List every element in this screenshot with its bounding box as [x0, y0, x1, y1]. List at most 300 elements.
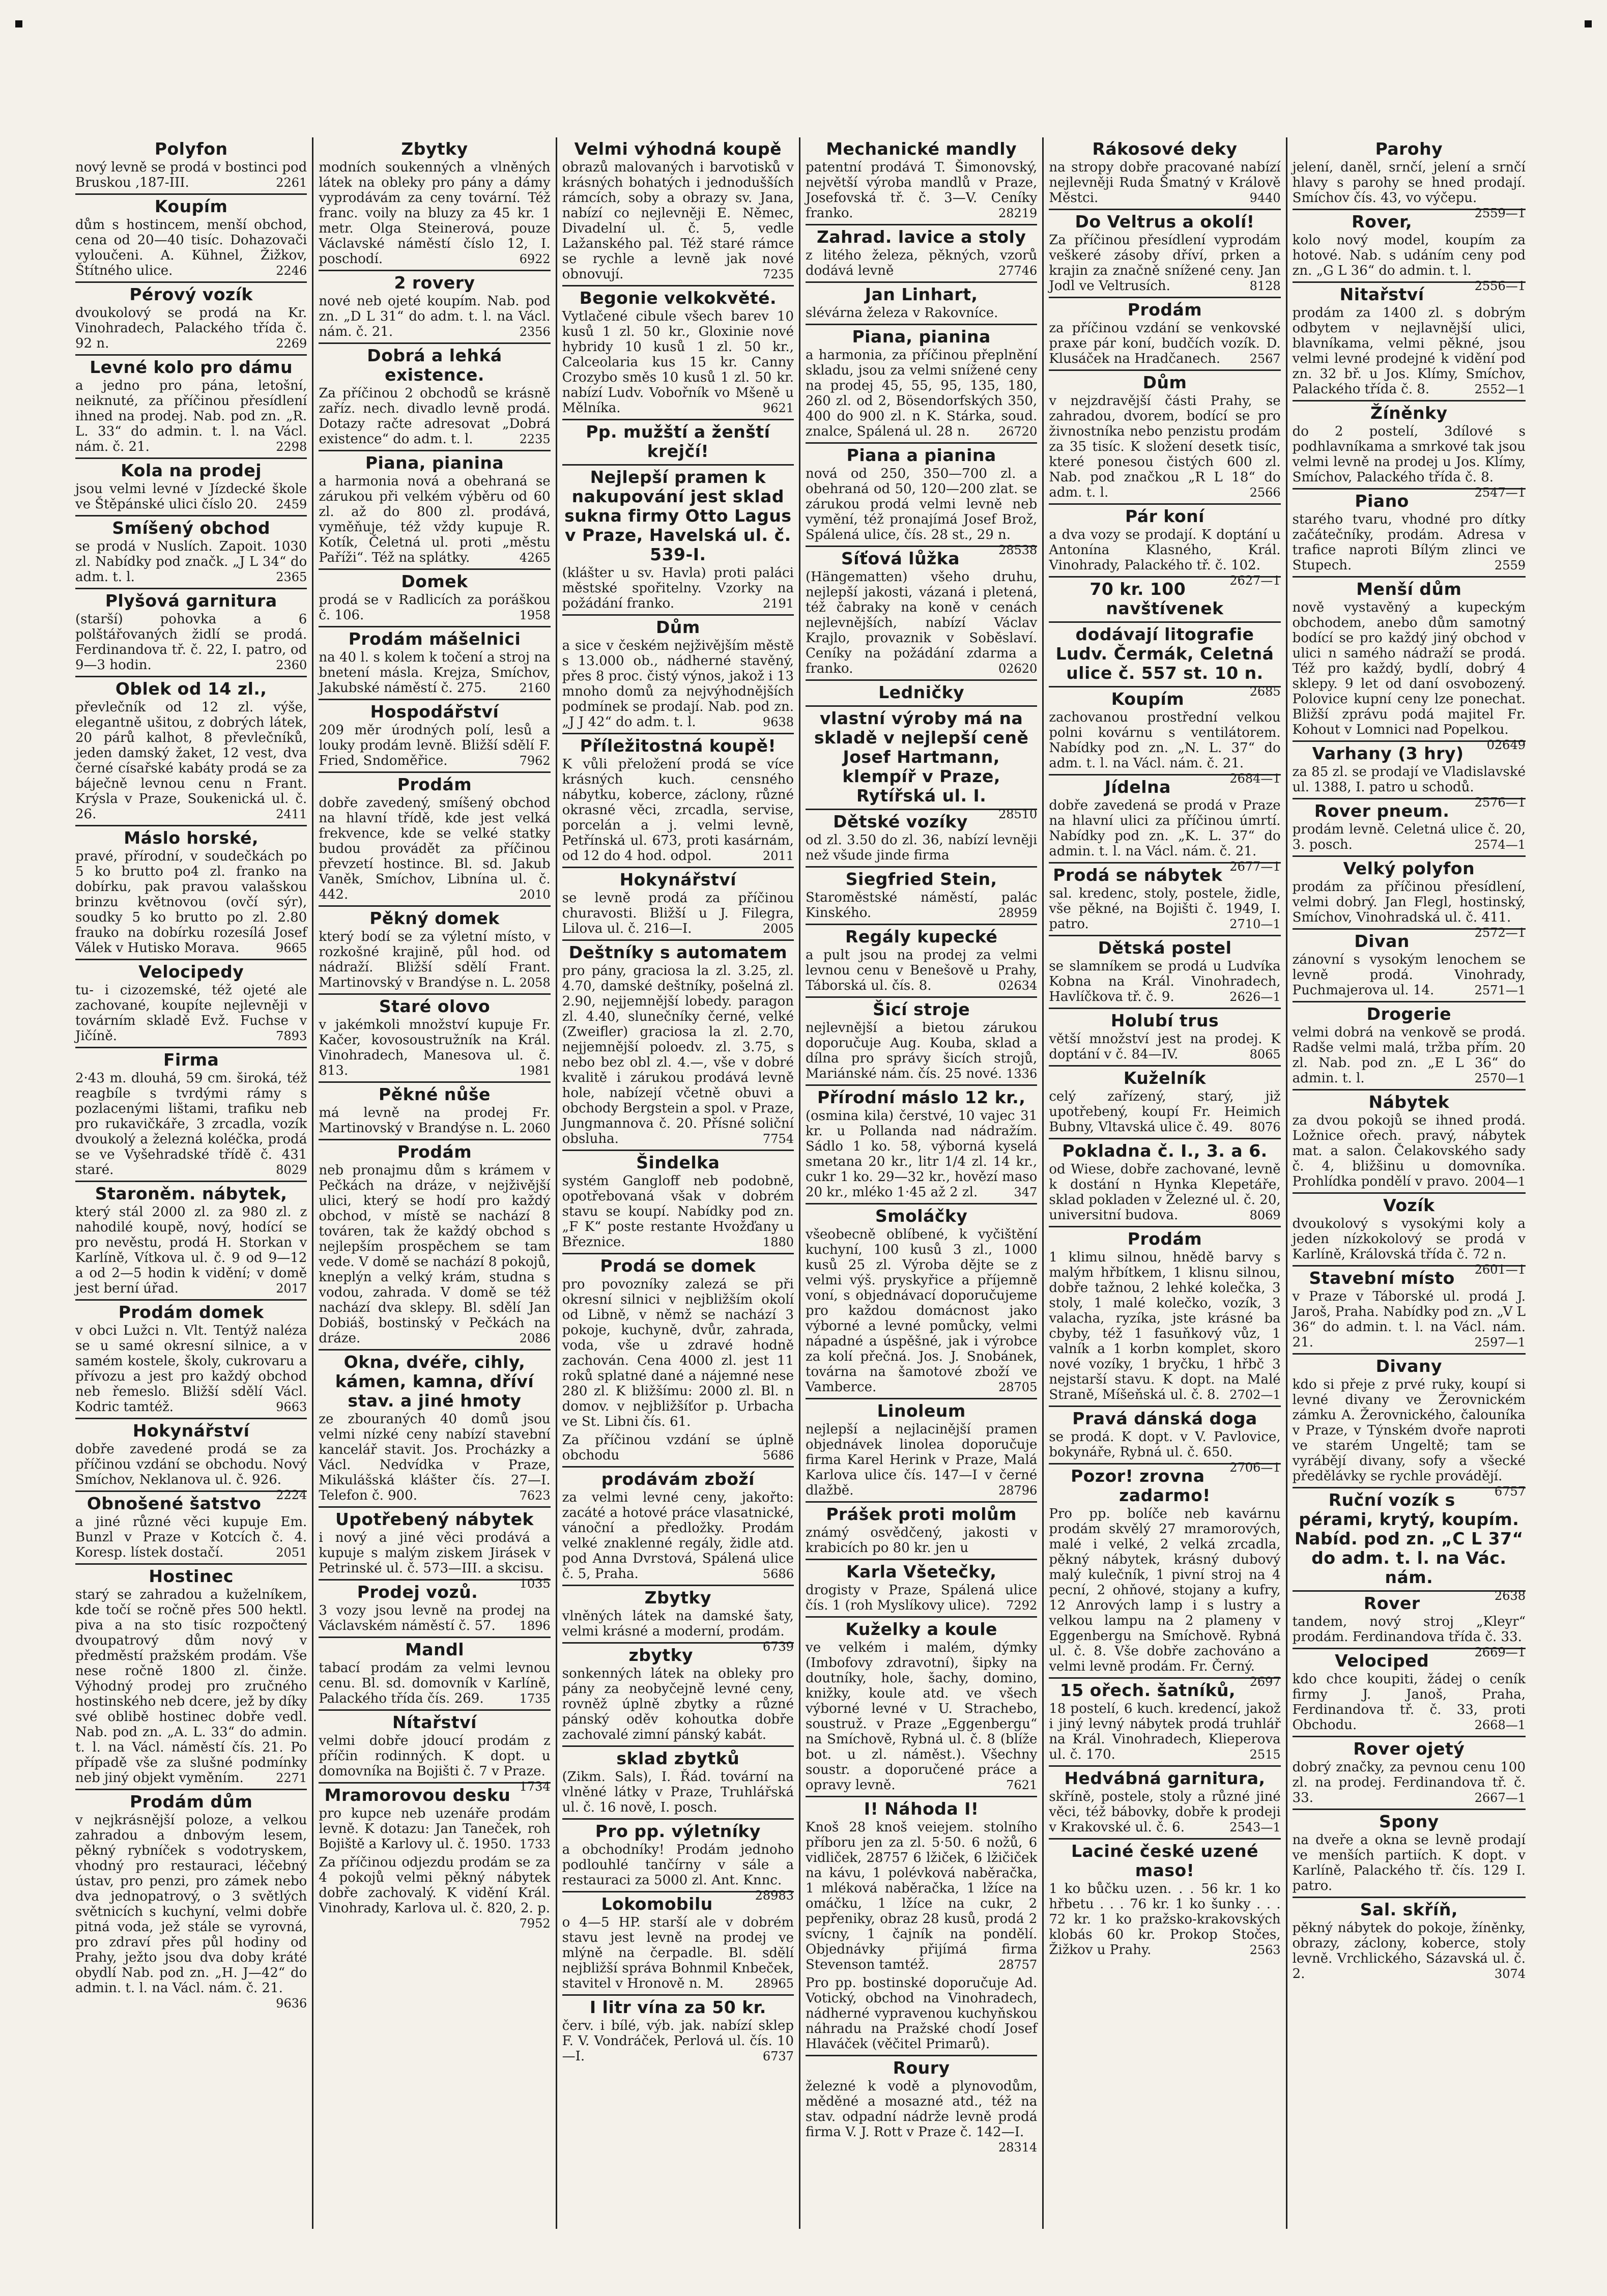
classified-ad [806, 996, 1037, 1081]
ad-text: (osmina kila) čerstvé, 10 vajec 31 kr. u Pollanda nad nádražím. Sádlo 1 ko. 58, výborná kyselá smetana 20 kr., litr 1/4 zl. 14 kr., cukr 1 ko. 29—32 kr., hovězí maso 20 kr., mléko 1·45 až 2 zl. [806, 1108, 1038, 1200]
ad-body [75, 305, 307, 351]
classified-ad [319, 771, 550, 902]
ad-text: nově vystavěný a kupeckým obchodem, anebo dům samotný bodící se pro každý jiný obchod v ulici n samého nádraží se prodá. Též pro každý, bydlí, dobrý 4 sklepy. 9 let od daní osvobozený. Polovice kupní ceny lze ponechat. Bližší zprávu podá majitel Fr. Kohout v Lomnici nad Popelkou. [1292, 600, 1526, 737]
ad-code: 8076 [1249, 1120, 1281, 1134]
ad-heading: Nítařství [319, 1709, 550, 1732]
ad-body [562, 1769, 794, 1815]
ad-code: 2567 [1249, 352, 1281, 366]
ad-heading: Smoláčky [806, 1203, 1037, 1226]
ad-heading: Zbytky [562, 1585, 794, 1608]
ad-code: 9440 [1249, 191, 1281, 205]
classified-ad [562, 464, 794, 611]
ad-heading: Linoleum [806, 1398, 1037, 1421]
classified-ad [319, 1637, 550, 1706]
classified-ad [75, 1047, 307, 1178]
ad-text: a jedno pro pána, letošní, neiknuté, za příčinou přesídlení ihned na prodej. Nab. pod zn. „R. L. 33“ do admin. t. l. na Václ. nám. č. 21. [75, 378, 307, 454]
classified-ad [319, 993, 550, 1078]
ad-text: o 4—5 HP. starší ale v dobrém stavu jest levně na prodej ve mlýně na čerpadle. Bl. sdělí nejbližší správa Bohnmil Knbeček, stavitel v Hronově n. M. [562, 1915, 794, 1991]
ad-text: v nejzdravější části Prahy, se zahradou, dvorem, bodící se pro živnostníka nebo penzistu prodám za 35 tisíc. K složení desetk tisíc, které ponesou čistých 600 zl. Nab. pod značkou „R L 18“ do adm. t. l. [1049, 393, 1281, 500]
ad-text: kdo si přeje z prvé ruky, koupí si levné divany ve Žerovnickém zámku A. Žerovnického, čalouníka v Praze, v Týnském dvoře naproti ve starém Ungeltě; tam se vyrábějí divany, sofy a všecké předělávky se rychle provádějí. [1292, 1377, 1526, 1484]
ad-code: 6922 [519, 252, 551, 266]
ad-heading: Levné kolo pro dámu [75, 354, 307, 377]
ad-heading: 70 kr. 100 navštívenek [1049, 576, 1280, 618]
ad-heading: Deštníky s automatem [562, 939, 794, 962]
classified-ad [1293, 1001, 1526, 1086]
classified-ad [1049, 774, 1281, 874]
ad-body [562, 1490, 794, 1582]
ad-code: 2563 [1249, 1943, 1281, 1957]
ad-body [1293, 1672, 1526, 1733]
ad-body [562, 963, 794, 1146]
ad-heading: Šicí stroje [806, 996, 1037, 1019]
ad-text: se slamníkem se prodá u Ludvíka Kobna na Král. Vinohradech, Havlíčkova tř. č. 9. [1049, 959, 1281, 1004]
ad-body [319, 795, 550, 902]
classified-ad [806, 1203, 1037, 1395]
ad-heading: I! Náhoda I! [806, 1796, 1037, 1819]
ad-heading: Příležitostná koupě! [562, 733, 794, 756]
ad-code: 5686 [762, 1448, 794, 1462]
classified-ad [1293, 1265, 1526, 1350]
classified-ad [1292, 1353, 1526, 1499]
classified-ad [806, 1084, 1037, 1200]
ad-text: dům s hostincem, menší obchod, cena od 20—40 tisíc. Dohazovači vyloučeni. A. Kühnel, Žižkov, Štítného ulice. [75, 217, 307, 278]
ad-heading: Prodám [1049, 1226, 1280, 1249]
ad-text: (Hängematten) všeho druhu, nejlepší jakosti, vázaná i pletená, též čabraky na koně v cenách nejlevnějších, nabízí Václav Krajlo, provaznik v Soběslaví. Ceníky na požádání zdarma a franko. [806, 569, 1038, 676]
ad-heading: Hokynářství [562, 867, 794, 889]
ad-body [1049, 321, 1280, 366]
ad-code: 1896 [519, 1619, 551, 1633]
ad-body [319, 1660, 550, 1706]
ad-heading: Drogerie [1293, 1001, 1526, 1024]
classified-ad [75, 515, 307, 585]
ad-code: 2360 [276, 658, 307, 672]
classified-ad [1293, 281, 1526, 397]
ad-heading: Oblek od 14 zl., [75, 676, 307, 699]
ad-heading: Ruční vozík s pérami, krytý, koupím. Nabíd. pod zn. „C L 37“ do adm. t. l. na Vác. nám. [1293, 1487, 1526, 1587]
ad-code: 8065 [1249, 1047, 1281, 1061]
ad-text: Za příčinou přesídlení vyprodám veškeré zásoby dříví, prken a krajin za značně snížené ceny. Jan Jodl ve Veltrusích. [1049, 233, 1281, 294]
ad-body [806, 1020, 1037, 1081]
ad-text: v Praze v Táborské ul. prodá J. Jaroš, Praha. Nabídky pod zn. „V L 36“ do admin. t. l. na Václ. nám. 21. [1292, 1289, 1526, 1350]
ad-heading: Rover [1293, 1590, 1526, 1613]
ad-heading: I litr vína za 50 kr. [562, 1994, 794, 2017]
ad-code: 1733 [519, 1837, 551, 1851]
ad-code: 2191 [762, 596, 794, 611]
ad-text: a pult jsou na prodej za velmi levnou cenu v Benešově u Prahy, Táborská ul. čís. 8. [806, 948, 1038, 993]
ad-code: 2572—1 [1474, 926, 1526, 940]
ad-body [562, 1666, 794, 1742]
ad-heading: Velký polyfon [1293, 855, 1526, 878]
classified-ads-page [70, 137, 1531, 2229]
classified-ad [562, 1891, 794, 1991]
ad-heading: Hostinec [75, 1563, 307, 1586]
ad-text: patentní prodává T. Šimonovský, největší výroba mandlů v Praze, Josefovská tř. č. 3—V. Ceníky franko. [806, 160, 1038, 221]
ad-code: 9621 [762, 401, 794, 415]
ad-body [562, 638, 794, 730]
ad-text: 18 postelí, 6 kuch. kredencí, jakož i jiný levný nábytek prodá truhlář na Král. Vinohradech, Klieperova ul. č. 170. [1049, 1701, 1281, 1762]
ad-code: 2271 [276, 1771, 307, 1785]
ad-text: na dveře a okna se levně prodají ve menších partiích. K dopt. v Karlíně, Palackého tř. čís. 129 I. patro. [1292, 1832, 1526, 1893]
ad-code: 2060 [519, 1121, 551, 1135]
ad-text: v jakémkoli množství kupuje Fr. Kačer, kovosoustružník na Král. Vinohradech, Manesova ul. č. 813. [319, 1017, 551, 1078]
ad-heading: Menší dům [1293, 576, 1526, 599]
classified-ad [806, 1616, 1037, 1793]
ad-body [1293, 1832, 1526, 1893]
ad-heading: Siegfried Stein, [806, 866, 1037, 889]
ad-code: 28796 [998, 1483, 1038, 1498]
ad-body [319, 1530, 551, 1591]
ad-heading: Prodám [319, 771, 550, 794]
ad-heading: Prodám dům [75, 1789, 307, 1812]
ad-heading: Karla Všetečky, [806, 1559, 1037, 1582]
classified-ad [1049, 1405, 1281, 1475]
classified-ad [319, 1081, 550, 1136]
ad-code: 2685 [1249, 684, 1281, 699]
ad-text: od zl. 3.50 do zl. 36, nabízí levněji než všude jinde firma [806, 833, 1038, 863]
ad-code: 2547—1 [1474, 485, 1526, 500]
ad-code: 2543—1 [1229, 1820, 1281, 1834]
ad-body [806, 1227, 1037, 1395]
classified-ad [562, 419, 794, 461]
ad-body [75, 539, 307, 585]
ad-code: 2559—1 [1474, 206, 1526, 220]
ad-heading: Holubí trus [1049, 1008, 1280, 1030]
classified-ad [562, 1585, 794, 1654]
ad-text: a jiné různé věci kupuje Em. Bunzl v Praze v Kotcích č. 4. Koresp. lístek dostačí. [75, 1514, 307, 1560]
classified-ad [562, 733, 794, 864]
ad-heading: Firma [75, 1047, 307, 1070]
ad-heading: Pozor! zrovna zadarmo! [1049, 1463, 1280, 1505]
ad-heading: Piana a pianina [806, 442, 1037, 465]
ad-text: známý osvědčený, jakosti v krabicích po 80 kr. jen u [806, 1525, 1038, 1556]
ad-body [1293, 1289, 1526, 1350]
ad-heading: Do Veltrus a okolí! [1049, 209, 1280, 232]
ad-heading: Pp. mužští a ženští krejčí! [562, 419, 794, 461]
ad-body [1049, 527, 1281, 588]
ad-body [1049, 393, 1280, 500]
ad-text: Vytlačené cibule všech barev 10 kusů 1 zl. 50 kr., Gloxinie nové hybridy 10 kusů 1 zl. 50 kr., Calceolaria kus 15 kr. Canny Crozybo směs 10 kusů 1 zl. 50 kr. nabízí Ludv. Vobořník vo Mšeně u Mělníka. [562, 309, 794, 416]
classified-ad [1049, 1677, 1280, 1762]
ad-text: prodám levně. Celetná ulice č. 20, 3. posch. [1292, 822, 1526, 852]
ad-text: Knoš 28 knoš veiejem. stolního příboru jen za zl. 5·50. 6 nožů, 6 vidliček, 28757 6 lžiček, 6 lžičiček na kávu, 1 polévková naběračka, 1 mléková naběračka, 1 lžíce na omáčku, 1 lžíce na cukr, 2 pepřeniky, obraz 28 kusů, prodá 2 svícny, 1 čajník na pondělí. Objednávky přijímá firma Stevenson tamtéž. [806, 1820, 1038, 1972]
ad-text: velmi dobře jdoucí prodám z příčin rodinných. K dopt. u domovníka na Bojišti č. 7 v Praze. [319, 1733, 551, 1779]
ad-code: 6739 [762, 1640, 794, 1654]
classified-ad [1293, 1736, 1526, 1805]
ad-text: se levně prodá za příčinou churavosti. Bližší u J. Filegra, Lilova ul. č. 216—I. [562, 891, 794, 936]
classified-ad [75, 193, 307, 278]
ad-text: za dvou pokojů se ihned prodá. Ložnice ořech. pravý, nábytek mat. a salon. Čelakovského sady č. 4, bližšinu u domovníka. Prohlídka pondělí v pravo. [1292, 1113, 1526, 1189]
classified-ad [1049, 1838, 1280, 1958]
ad-text: i nový a jiné věci prodává a kupuje s malým ziskem Jirásek v Petrinské ul. č. 573—III. a skcisu. [319, 1530, 551, 1576]
ad-text: vlněných látek na damské šaty, velmi krásné a moderní, prodám. [562, 1609, 794, 1639]
ad-heading: Prodá se domek [562, 1253, 794, 1276]
ad-heading: Zbytky [401, 139, 468, 159]
ad-heading: Piana, pianina [319, 450, 550, 473]
classified-ad [1049, 935, 1280, 1004]
ad-code: 2576—1 [1474, 795, 1526, 810]
ad-code: 8128 [1249, 279, 1281, 293]
classified-ad [319, 342, 550, 447]
ad-heading: Rover, [1293, 209, 1526, 232]
ad-code: 28538 [998, 543, 1038, 557]
ad-heading: Dům [1049, 369, 1280, 392]
ad-heading: Pár koní [1049, 503, 1280, 526]
ad-heading: Sal. skříň, [1293, 1897, 1526, 1919]
ad-text: všeobecně oblíbené, k vyčištění kuchyní, 100 kusů 3 zl., 1000 kusů 25 zl. Výroba dějte se z velmi výš. pryskyřice a příjemně voní, s objednávací doporučujeme pro každou domácnost jako výborné a levné pomůcky, velmi nápadné a úspěšné, jak i výrobce za kolí přečná. Jos. J. Snobánek, továrna na šamotové zboží ve Vamberce. [806, 1227, 1038, 1395]
ad-text: ze zbouraných 40 domů jsou velmi nízké ceny nabízí stavební kancelář stavit. Jos. Procházky a Václ. Nedvídka v Praze, Mikulášská klášter čís. 27—I. Telefon č. 900. [319, 1412, 551, 1503]
ad-code: 2552—1 [1474, 382, 1526, 396]
classified-ad [806, 924, 1037, 993]
ad-text: červ. i bílé, výb. jak. nabízí sklep F. V. Vondráček, Perlová ul. čís. 10—I. [562, 2018, 794, 2064]
ad-text: na 40 l. s kolem k točení a stroj na bnetení másla. Krejza, Smíchov, Jakubské náměstí č. 275. [319, 650, 551, 696]
ad-text: celý zařízený, starý, již upotřebený, koupí Fr. Heimich Bubny, Vltavská ulice č. 49. [1049, 1089, 1281, 1135]
ad-code: 2515 [1249, 1747, 1281, 1762]
ad-heading: Pérový vozík [75, 281, 307, 304]
ad-body [1293, 952, 1526, 998]
ad-body [806, 305, 1037, 321]
ad-code: 2058 [519, 975, 551, 990]
ad-code: 7893 [276, 1029, 307, 1043]
ad-body [1049, 710, 1281, 786]
ad-body [319, 1017, 550, 1078]
ad-code: 2710—1 [1229, 917, 1281, 931]
ad-text: modních soukenných a vlněných látek na obleky pro pány a dámy vyprodávám za ceny tovární. Též franc. voily na bluzy za 45 kr. 1 metr. Olga Steinerová, pouze Václavské náměstí číslo 12, I. poschodí. [319, 160, 551, 267]
ad-code: 28510 [998, 807, 1038, 821]
ad-text: Za příčinou vzdání se úplně obchodu [562, 1432, 794, 1463]
corner-mark-right [1585, 20, 1592, 27]
ad-code: 1734 [519, 1780, 551, 1794]
ad-body [75, 849, 307, 956]
classified-ad [1049, 1138, 1280, 1223]
ad-body [1049, 1162, 1280, 1223]
ad-body [806, 1583, 1037, 1613]
ad-text: a dva vozy se prodají. K doptání u Antonína Klasného, Král. Vinohrady, Palackého tř. č. 102. [1049, 527, 1281, 573]
ad-heading: Mandl [319, 1637, 550, 1659]
ad-heading: Piana, pianina [806, 324, 1037, 347]
ad-code: 7292 [1006, 1598, 1038, 1613]
ad-body [319, 723, 550, 768]
ad-code: 9636 [276, 1996, 307, 2011]
ad-body [806, 2079, 1038, 2155]
ad-heading: Spony [1293, 1809, 1526, 1831]
ad-code: 2571—1 [1474, 983, 1526, 997]
ad-body [562, 891, 794, 936]
ad-body [1293, 512, 1526, 573]
ad-text: který bodí se za výletní místo, v rozkošné krajině, půl hod. od nádraží. Bližší sdělí Frant. Martinovský v Brandýse n. L. [319, 929, 551, 990]
classified-ad [1292, 139, 1526, 220]
ad-body [319, 1806, 550, 1852]
classified-ad [1049, 1065, 1280, 1135]
ad-body [75, 1813, 307, 2011]
ad-body [319, 1603, 550, 1633]
ad-text: 209 měr úrodných polí, lesů a louky prodám levně. Bližší sdělí F. Fried, Sndoměřice. [319, 723, 551, 768]
ad-body [75, 160, 307, 190]
ad-body [806, 1525, 1037, 1556]
classified-ad [1049, 1765, 1280, 1835]
classified-ad [806, 442, 1038, 557]
ad-body [1293, 1760, 1526, 1805]
ad-body [806, 1108, 1037, 1200]
ad-text: a sice v českém nejživějším městě s 13.000 ob., nádherné stavěný, přes 8 proc. čistý výnos, jakož i 13 mnoho domů za nejvýhodnějších podmínek se prodají. Nab. pod zn. „J J 42“ do adm. t. l. [562, 638, 794, 730]
ad-column-1 [70, 137, 313, 2229]
ad-text: drogisty v Praze, Spálená ulice čís. 1 (roh Myslíkovy ulice). [806, 1583, 1038, 1613]
ad-text: tabací prodám za velmi levnou cenu. Bl. sd. domovník v Karlíně, Palackého třída čís. 269. [319, 1660, 551, 1706]
ad-heading: Velocipedy [75, 959, 307, 982]
classified-ad [562, 1253, 794, 1429]
ad-heading: Dětská postel [1049, 935, 1280, 958]
ad-code: 8029 [276, 1163, 307, 1177]
classified-ad [806, 1796, 1037, 1972]
ad-heading: Hokynářství [75, 1418, 307, 1441]
ad-code: 2706—1 [1229, 1460, 1281, 1475]
ad-text: jsou velmi levné v Jízdecké škole ve Štěpánské ulici číslo 20. [75, 481, 307, 512]
ad-heading: Pokladna č. I., 3. a 6. [1049, 1138, 1280, 1161]
ad-heading: zbytky [562, 1642, 794, 1665]
ad-heading: Divany [1293, 1353, 1526, 1376]
ad-code: 1880 [762, 1235, 794, 1249]
ad-code: 2051 [276, 1545, 307, 1560]
classified-ad [1049, 1008, 1280, 1062]
ad-heading: dodávají litografie Ludv. Čermák, Celetná ulice č. 557 st. 10 n. [1049, 621, 1280, 683]
ad-code: 7952 [519, 1916, 551, 1931]
classified-ad [319, 905, 550, 990]
classified-ad [806, 679, 1037, 702]
ad-code: 2667—1 [1474, 1791, 1526, 1805]
ad-code: 9638 [762, 715, 794, 729]
classified-ad [75, 1181, 307, 1296]
ad-heading: Polyfon [154, 139, 228, 159]
ad-code: 28757 [998, 1958, 1038, 1972]
ad-code: 2668—1 [1474, 1718, 1526, 1732]
ad-body [562, 160, 794, 282]
ad-text: převlečník od 12 zl. výše, elegantně ušitou, z dobrých látek, 20 párů kalhot, 8 převlečníků, jeden damský žaket, 12 vest, dva černé císařské kabáty prodá se za báječně levnou cenu n Frant. Krýsla v Praze, Soukenická ul. č. 26. [75, 700, 307, 822]
ad-heading: Obnošené šatstvo [75, 1490, 307, 1513]
ad-text: Za příčinou odjezdu prodám se za 4 pokojů velmi pěkný nábytek dobře zachovalý. K vidění Král. Vinohrady, Karlova ul. č. 820, 2. p. [319, 1855, 551, 1916]
ad-code: 2224 [276, 1488, 307, 1502]
ad-body [1293, 305, 1526, 397]
ad-code: 02634 [998, 979, 1038, 993]
ad-body [1292, 160, 1526, 220]
ad-body [75, 1071, 307, 1178]
classified-ad [75, 959, 307, 1044]
ad-heading: Pro pp. výletníky [562, 1818, 794, 1841]
ad-body [1292, 1614, 1526, 1659]
classified-ad [75, 457, 307, 512]
ad-heading: Rover pneum. [1293, 798, 1526, 821]
ad-heading: Koupím [75, 193, 307, 216]
classified-ad [319, 270, 550, 339]
ad-text: má levně na prodej Fr. Martinovský v Brandýse n. L. [319, 1105, 551, 1136]
ad-code: 2411 [276, 807, 307, 821]
ad-body [1292, 1216, 1526, 1277]
ad-heading: Nábytek [1293, 1089, 1526, 1112]
ad-heading: Hospodářství [319, 699, 550, 722]
ad-code: 2574—1 [1474, 838, 1526, 852]
ad-column-6 [1287, 137, 1531, 2229]
ad-code: 2160 [519, 681, 551, 695]
ad-body [562, 309, 794, 416]
ad-body [806, 1975, 1037, 2052]
ad-body [1292, 233, 1526, 293]
ad-code: 26720 [998, 424, 1038, 439]
classified-ad [1292, 400, 1526, 500]
ad-heading: Okna, dvéře, cihly, kámen, kamna, dříví stav. a jiné hmoty [319, 1349, 550, 1411]
ad-heading: Rákosové deky [1092, 139, 1238, 159]
ad-body [562, 1173, 794, 1250]
ad-code: 2570—1 [1474, 1071, 1526, 1085]
ad-body [1292, 424, 1526, 500]
ad-body [75, 1587, 307, 1786]
classified-ad [1049, 139, 1280, 206]
ad-heading: Kola na prodej [75, 457, 307, 480]
ad-code: 347 [1014, 1185, 1038, 1199]
ad-body [1049, 1089, 1280, 1135]
ad-text: v obci Lužci n. Vlt. Tentýž naléza se u samé okresní silnice, a v samém kostele, školy, cukrovaru a přívozu a jest pro každý obchod neb řemeslo. Bližší sdělí Václ. Kodric tamtéž. [75, 1323, 307, 1415]
ad-text: nová od 250, 350—700 zl. a obehraná od 50, 120—200 zlat. se zárukou prodá velmi levně neb vymění, též pronajímá Josef Brož, Spálená ulice, čís. 28 st., 29 n. [806, 466, 1038, 542]
ad-text: nový levně se prodá v bostinci pod Bruskou ,187-III. [75, 160, 307, 190]
ad-text: tu- i cizozemské, též ojeté ale zachované, koupíte nejlevněji v továrním skladě Evž. Fuchse v Jičíně. [75, 983, 307, 1044]
classified-ad [806, 1975, 1037, 2052]
ad-body [319, 592, 550, 623]
corner-mark-left [15, 20, 22, 27]
classified-ad [1293, 1089, 1526, 1189]
classified-ad [75, 1563, 307, 1786]
ad-code: 2017 [276, 1281, 307, 1296]
ad-code: 2684—1 [1229, 771, 1281, 786]
ad-code: 2004—1 [1474, 1174, 1526, 1189]
ad-body [75, 217, 307, 278]
ad-text: se prodá v Nuslích. Zapoit. 1030 zl. Nabídky pod značk. „J L 34“ do adm. t. l. [75, 539, 307, 585]
ad-heading: Smíšený obchod [75, 515, 307, 538]
ad-text: a obchodníky! Prodám jednoho podlouhlé tančírny v sále a restauraci za 5000 zl. Ant. Knnc. [562, 1842, 794, 1888]
ad-heading: Piano [1293, 488, 1526, 511]
ad-heading: Staré olovo [319, 993, 550, 1016]
classified-ad [75, 588, 307, 673]
classified-ad [562, 1994, 794, 2064]
ad-body [319, 1855, 551, 1931]
ad-heading: Hedvábná garnitura, [1049, 1765, 1280, 1788]
ad-text: pro pány, graciosa la zl. 3.25, zl. 4.70, damské deštníky, pošelná zl. 2.90, nejjemnější lobedy. paragon zl. 4.40, slunečníky černé, velké (Zweifler) graciosa la zl. 2.70, nejjemnější poloedv. zl. 3.75, s nebo bez obl zl. 4.—, vše v dobré kvalitě i zárukou prodává levně hole, nabízejí včetně obuvi a obchody Bergstein a spol. v Praze, Jungmannova č. 20. Přísné soliční obsluha. [562, 963, 794, 1146]
ad-code: 02649 [1486, 738, 1526, 752]
ad-text: pro povozníky zalezá se při okresní silnici v nejbližším okolí od Libně, v němž se nachází 3 pokoje, kuchyně, dvůr, zahrada, voda, vše u zdravé hodně zachován. Cena 4000 zl. jest 11 roků splatné dané a nájemné nese 280 zl. K bližšímu: 2000 zl. Bl. n domov. v nejbližšíťor p. Urbacha ve St. Libni čís. 61. [562, 1277, 794, 1429]
ad-code: 2677—1 [1229, 859, 1281, 874]
ad-text: (starší) pohovka a 6 polštářovaných židlí se prodá. Ferdinandova tř. č. 22, I. patro, od 9—3 hodin. [75, 612, 307, 673]
ad-code: 1035 [519, 1576, 551, 1591]
ad-body [562, 757, 794, 864]
classified-ad [1293, 488, 1526, 573]
ad-code: 02620 [998, 662, 1038, 676]
classified-ad [1049, 1463, 1281, 1689]
ad-heading: Velmi výhodná koupě [574, 139, 782, 159]
ad-body [319, 386, 550, 447]
ad-body [1049, 1789, 1280, 1835]
ad-text: kolo nový model, koupím za hotové. Nab. s udáním ceny pod zn. „G L 36“ do admin. t. l. [1292, 233, 1526, 278]
ad-heading: 2 rovery [319, 270, 550, 293]
classified-ad [806, 1559, 1037, 1613]
ad-body [75, 1323, 307, 1415]
ad-text: dvoukolový se prodá na Kr. Vinohradech, Palackého třída č. 92 n. [75, 305, 307, 351]
ad-text: dobře zavedené prodá se za příčinou vzdání se obchodu. Nový Smíchov, Neklanova ul. č. 926. [75, 1442, 307, 1487]
ad-body [1049, 1031, 1280, 1062]
ad-text: dobrý značky, za pevnou cenu 100 zl. na prodej. Ferdinandova tř. č. 33. [1292, 1760, 1526, 1805]
ad-heading: Prodám mášelnici [319, 626, 550, 649]
ad-heading: Rover ojetý [1293, 1736, 1526, 1759]
ad-text: zánovní s vysokým lenochem se levně prodá. Vinohrady, Puchmajerova ul. 14. [1292, 952, 1526, 998]
ad-code: 28219 [998, 206, 1038, 220]
classified-ad [75, 1299, 307, 1415]
ad-code: 2246 [276, 264, 307, 278]
ad-body [319, 1733, 551, 1794]
